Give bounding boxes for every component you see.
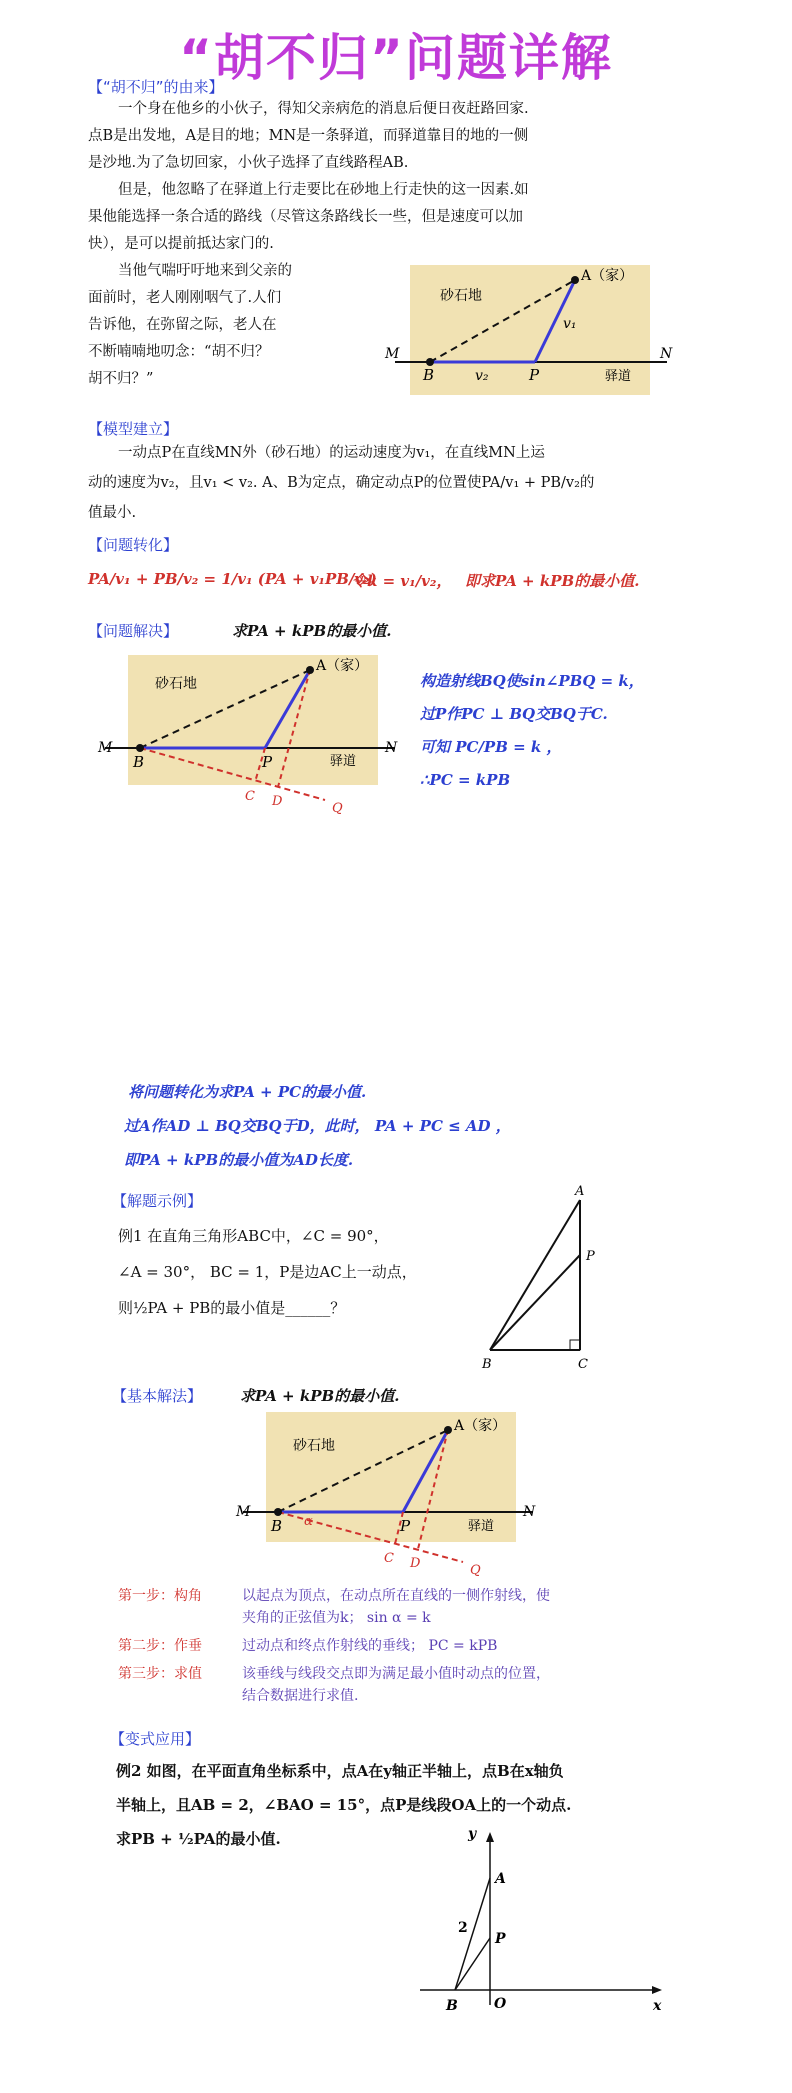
origin-line: 告诉他，在弥留之际，老人在 (88, 317, 277, 333)
convert-line: 将问题转化为求PA + PC的最小值. (128, 1083, 367, 1101)
solve-note: 可知 PC/PB = k ， (420, 738, 562, 756)
right-angle-mark (570, 1340, 580, 1350)
origin-line: 果他能选择一条合适的路线（尽管这条路线长一些，但是速度可以加 (88, 209, 523, 225)
label-m: M (98, 740, 113, 756)
example1-line: 例1 在直角三角形ABC中，∠C = 90°， (118, 1227, 389, 1245)
point-a (306, 666, 314, 674)
step-1 (118, 1585, 678, 1629)
step-text: 以起点为顶点，在动点所在直线的一侧作射线，使 (242, 1588, 550, 1604)
segment-bp (490, 1255, 580, 1350)
label-a: A (495, 1871, 506, 1887)
section-transform-header: 【问题转化】 (88, 536, 179, 554)
label-b: B (482, 1357, 492, 1372)
point-a (571, 276, 579, 284)
model-line: 值最小. (88, 505, 137, 521)
label-c: C (578, 1357, 588, 1372)
model-text (88, 438, 708, 528)
label-p: P (400, 1517, 411, 1535)
basic-task: 求PA + kPB的最小值. (240, 1387, 400, 1405)
point-b (136, 744, 144, 752)
variant-line: 半轴上，且AB = 2，∠BAO = 15°，点P是线段OA上的一个动点. (116, 1796, 572, 1814)
page-title: “胡不归”问题详解 (179, 29, 613, 87)
section-variant-header: 【变式应用】 (110, 1730, 201, 1748)
solve-notes (420, 665, 644, 797)
road-label: 驿道 (605, 369, 632, 384)
section-solve-header: 【问题解决】 (88, 622, 179, 640)
label-n: N (385, 740, 398, 756)
variant-line: 求PB + ½PA的最小值. (116, 1830, 281, 1848)
sand-label: 砂石地 (293, 1438, 335, 1454)
label-p: P (495, 1931, 506, 1947)
label-p: P (529, 366, 540, 384)
origin-line: 当他气喘吁吁地来到父亲的 (118, 263, 292, 279)
label-p: P (586, 1249, 595, 1264)
diagram-example2 (410, 1820, 670, 2020)
label-q: Q (332, 801, 343, 816)
label-m: M (385, 346, 400, 362)
label-two: 2 (458, 1920, 468, 1936)
point-b (426, 358, 434, 366)
label-o: O (494, 1996, 507, 2012)
label-v2: v₂ (475, 368, 489, 384)
label-d: D (272, 794, 283, 809)
step-text: 夹角的正弦值为k； sin α = k (242, 1610, 431, 1626)
example1-line: 则½PA + PB的最小值是______？ (118, 1299, 346, 1317)
origin-line: 一个身在他乡的小伙子，得知父亲病危的消息后便日夜赶路回家. (118, 101, 529, 117)
origin-line: 但是，他忽略了在驿道上行走要比在砂地上行走快的这一因素.如 (118, 182, 529, 198)
label-alpha: α (304, 1514, 313, 1529)
step-label: 第三步：求值 (118, 1666, 202, 1682)
model-line: 一动点P在直线MN外（砂石地）的运动速度为v₁，在直线MN上运 (118, 445, 545, 461)
transform-formula: PA/v₁ + PB/v₂ = 1/v₁ (PA + v₁PB/v₂) (88, 570, 377, 588)
point-b (274, 1508, 282, 1516)
solve-note: ∴PC = kPB (420, 771, 511, 789)
convert-line: 过A作AD ⊥ BQ交BQ于D，此时， PA + PC ≤ AD ， (124, 1117, 511, 1135)
origin-line: 是沙地.为了急切回家，小伙子选择了直线路程AB. (88, 155, 409, 171)
example1-line: ∠A = 30°， BC = 1，P是边AC上一动点， (118, 1263, 417, 1281)
side-ab (490, 1200, 580, 1350)
label-v1: v₁ (563, 316, 577, 332)
label-n: N (660, 346, 673, 362)
home-label: A（家） (581, 268, 634, 284)
variant-line: 例2 如图，在平面直角坐标系中，点A在y轴正半轴上，点B在x轴负 (116, 1762, 564, 1780)
solve-note: 构造射线BQ使sin∠PBQ = k， (420, 672, 644, 690)
convert-text (124, 1075, 511, 1177)
solve-task: 求PA + kPB的最小值. (232, 622, 392, 640)
origin-paragraph-3 (88, 258, 388, 393)
section-example-header: 【解题示例】 (112, 1192, 203, 1210)
x-axis-arrow (652, 1986, 662, 1994)
step-text: 过动点和终点作射线的垂线； PC = kPB (242, 1638, 498, 1654)
step-label: 第二步：作垂 (118, 1638, 202, 1654)
transform-goal: 即求PA + kPB的最小值. (465, 572, 640, 590)
step-text: 结合数据进行求值. (242, 1688, 359, 1704)
label-p: P (262, 753, 273, 771)
road-label: 驿道 (468, 1519, 495, 1534)
origin-line: 不断喃喃地叨念：“胡不归？ (88, 344, 270, 360)
section-origin-header: 【“胡不归”的由来】 (88, 78, 224, 96)
label-d: D (410, 1556, 421, 1571)
label-q: Q (470, 1563, 481, 1578)
label-b: B (446, 1998, 458, 2014)
diagram-solve (100, 650, 400, 820)
label-x: x (653, 1998, 662, 2014)
convert-line: 即PA + kPB的最小值为AD长度. (124, 1151, 354, 1169)
label-b: B (271, 1517, 283, 1535)
step-text: 该垂线与线段交点即为满足最小值时动点的位置， (242, 1666, 550, 1682)
origin-line: 点B是出发地，A是目的地；MN是一条驿道，而驿道靠目的地的一侧 (88, 128, 529, 144)
label-b: B (423, 366, 435, 384)
origin-paragraph-1 (88, 96, 708, 258)
transform-let: 令k = v₁/v₂， (352, 572, 452, 590)
home-label: A（家） (316, 658, 369, 674)
step-3 (118, 1663, 678, 1707)
diagram-story (385, 260, 675, 410)
section-basic-header: 【基本解法】 (112, 1387, 203, 1405)
label-a: A (575, 1184, 585, 1199)
solve-note: 过P作PC ⊥ BQ交BQ于C. (420, 705, 608, 723)
label-m: M (236, 1504, 251, 1520)
point-a (444, 1426, 452, 1434)
model-line: 动的速度为v₂，且v₁ < v₂. A、B为定点，确定动点P的位置使PA/v₁ + PB/v₂的 (88, 475, 595, 491)
label-b: B (133, 753, 145, 771)
step-label: 第一步：构角 (118, 1588, 202, 1604)
sand-label: 砂石地 (155, 676, 197, 692)
step-2 (118, 1635, 678, 1657)
sand-label: 砂石地 (440, 288, 482, 304)
origin-line: 快），是可以提前抵达家门的. (88, 236, 274, 252)
origin-line: 面前时，老人刚刚咽气了.人们 (88, 290, 282, 306)
label-c: C (245, 789, 255, 804)
section-model-header: 【模型建立】 (88, 420, 179, 438)
home-label: A（家） (454, 1418, 507, 1434)
y-axis-arrow (486, 1832, 494, 1842)
segment-bp (455, 1938, 490, 1990)
label-n: N (523, 1504, 536, 1520)
diagram-example1 (470, 1180, 610, 1380)
road-label: 驿道 (330, 754, 357, 769)
basic-steps (118, 1585, 678, 1707)
label-y: y (468, 1826, 477, 1842)
label-c: C (384, 1551, 394, 1566)
example1-text (118, 1218, 417, 1326)
origin-line: 胡不归？” (88, 371, 154, 387)
diagram-basic (238, 1410, 538, 1580)
